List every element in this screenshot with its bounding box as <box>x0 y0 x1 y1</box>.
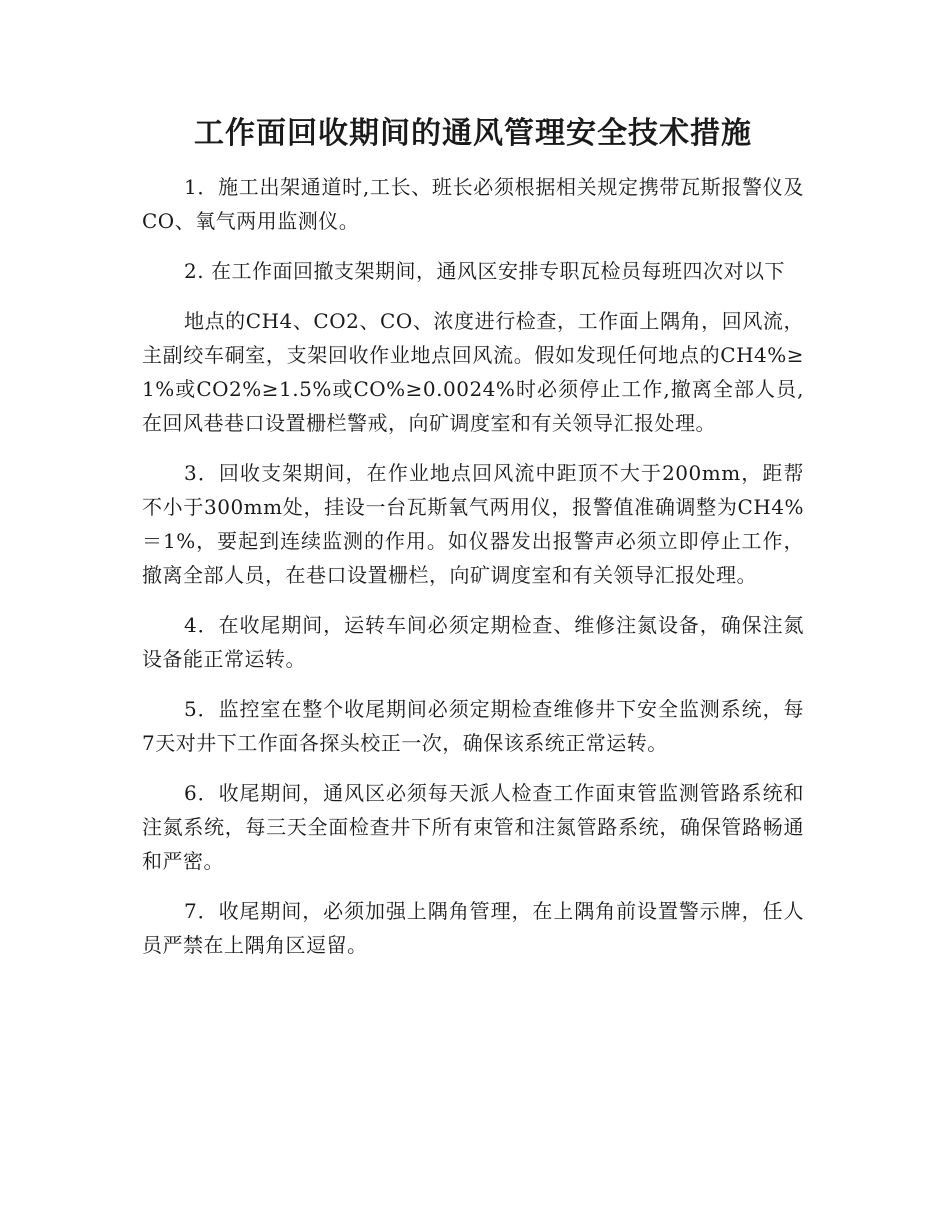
paragraph-1: 1．施工出架通道时,工长、班长必须根据相关规定携带瓦斯报警仪及CO、氧气两用监测仪。 <box>142 175 804 233</box>
document-title: 工作面回收期间的通风管理安全技术措施 <box>194 116 752 151</box>
paragraph-4: 4．在收尾期间，运转车间必须定期检查、维修注氮设备，确保注氮设备能正常运转。 <box>142 613 804 671</box>
paragraph-2: 2. 在工作面回撤支架期间，通风区安排专职瓦检员每班四次对以下 <box>184 259 785 283</box>
paragraph-7: 7．收尾期间，必须加强上隅角管理，在上隅角前设置警示牌，任人员严禁在上隅角区逗留。 <box>142 899 804 957</box>
paragraph-5: 5．监控室在整个收尾期间必须定期检查维修井下安全监测系统，每7天对井下工作面各探头校正一次，确保该系统正常运转。 <box>142 697 804 755</box>
paragraph-3: 3．回收支架期间，在作业地点回风流中距顶不大于200mm，距帮不小于300mm处，挂设一台瓦斯氧气两用仪，报警值准确调整为CH4%＝1%，要起到连续监测的作用。如仪器发出报警声必须立即停止工作，撤离全部人员，在巷口设置栅栏，向矿调度室和有关领导汇报处理。 <box>142 461 804 587</box>
paragraph-2-continued: 地点的CH4、CO2、CO、浓度进行检查，工作面上隅角，回风流，主副绞车硐室，支架回收作业地点回风流。假如发现任何地点的CH4%≥1%或CO2%≥1.5%或CO%≥0.0024%时必须停止工作,撤离全部人员,在回风巷巷口设置栅栏警戒，向矿调度室和有关领导汇报处理。 <box>142 309 804 435</box>
paragraph-6: 6．收尾期间，通风区必须每天派人检查工作面束管监测管路系统和注氮系统，每三天全面检查井下所有束管和注氮管路系统，确保管路畅通和严密。 <box>142 781 804 873</box>
